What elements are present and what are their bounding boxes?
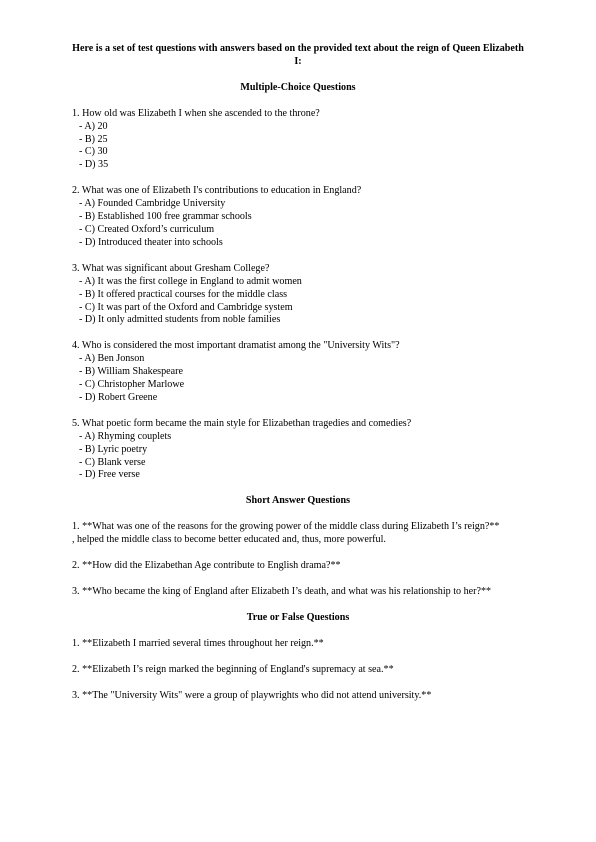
answer-option: - B) Lyric poetry	[79, 443, 148, 455]
short-answer-heading: Short Answer Questions	[245, 495, 351, 507]
true-false-item: 2. **Elizabeth I’s reign marked the beginning of England's supremacy at sea.**	[72, 663, 394, 675]
question-text: 4. Who is considered the most important dramatist among the "University Wits"?	[72, 340, 400, 352]
answer-option: - C) It was part of the Oxford and Cambridge system	[79, 301, 293, 313]
answer-option: - B) William Shakespeare	[79, 366, 183, 378]
true-false-heading: True or False Questions	[246, 611, 350, 623]
answer-option: - C) Christopher Marlowe	[79, 379, 185, 391]
answer-option: - C) 30	[79, 146, 108, 158]
answer-option: - C) Blank verse	[79, 456, 146, 468]
short-answer-item-1	[72, 521, 524, 547]
answer-option: - A) Founded Cambridge University	[79, 198, 226, 210]
answer-option: - A) 20	[79, 120, 108, 132]
mcq-heading: Multiple-Choice Questions	[240, 81, 356, 93]
short-answer-question: 3. **Who became the king of England after Elizabeth I’s death, and what was his relationship to her?**	[72, 586, 492, 597]
answer-option: - A) Ben Jonson	[79, 353, 145, 365]
answer-option: - B) 25	[79, 133, 108, 145]
true-false-item: 3. **The "University Wits" were a group of playwrights who did not attend university.**	[72, 689, 432, 701]
answer-option: - A) It was the first college in England to admit women	[79, 275, 302, 287]
mcq-question-1	[72, 108, 524, 173]
short-answer-item-3	[72, 586, 524, 599]
short-answer-question: 1. **What was one of the reasons for the growing power of the middle class during Elizabeth I’s reign?**	[72, 521, 500, 533]
mcq-question-3	[72, 263, 524, 328]
question-text: 5. What poetic form became the main style for Elizabethan tragedies and comedies?	[72, 417, 412, 429]
true-false-item: 1. **Elizabeth I married several times throughout her reign.**	[72, 637, 324, 649]
short-answer-text: , helped the middle class to become better educated and, thus, more powerful.	[72, 534, 386, 546]
mcq-question-4	[72, 340, 524, 405]
mcq-question-2	[72, 185, 524, 250]
answer-option: - D) It only admitted students from noble families	[79, 314, 281, 326]
question-text: 1. How old was Elizabeth I when she ascended to the throne?	[72, 107, 320, 119]
answer-option: - D) Free verse	[79, 469, 140, 481]
question-text: 2. What was one of Elizabeth I's contributions to education in England?	[72, 185, 362, 197]
document-title: Here is a set of test questions with answers based on the provided text about the reign of Queen Elizabeth I:	[72, 43, 524, 67]
answer-option: - B) It offered practical courses for the middle class	[79, 288, 288, 300]
answer-option: - A) Rhyming couplets	[79, 430, 172, 442]
short-answer-item-2	[72, 560, 524, 573]
question-text: 3. What was significant about Gresham College?	[72, 262, 270, 274]
answer-option: - C) Created Oxford’s curriculum	[79, 223, 215, 235]
short-answer-question: 2. **How did the Elizabethan Age contribute to English drama?**	[72, 560, 341, 572]
answer-option: - D) 35	[79, 159, 109, 171]
mcq-question-5	[72, 418, 524, 483]
answer-option: - D) Introduced theater into schools	[79, 236, 223, 248]
answer-option: - B) Established 100 free grammar schools	[79, 211, 252, 223]
answer-option: - D) Robert Greene	[79, 391, 158, 403]
document-content	[72, 43, 524, 716]
